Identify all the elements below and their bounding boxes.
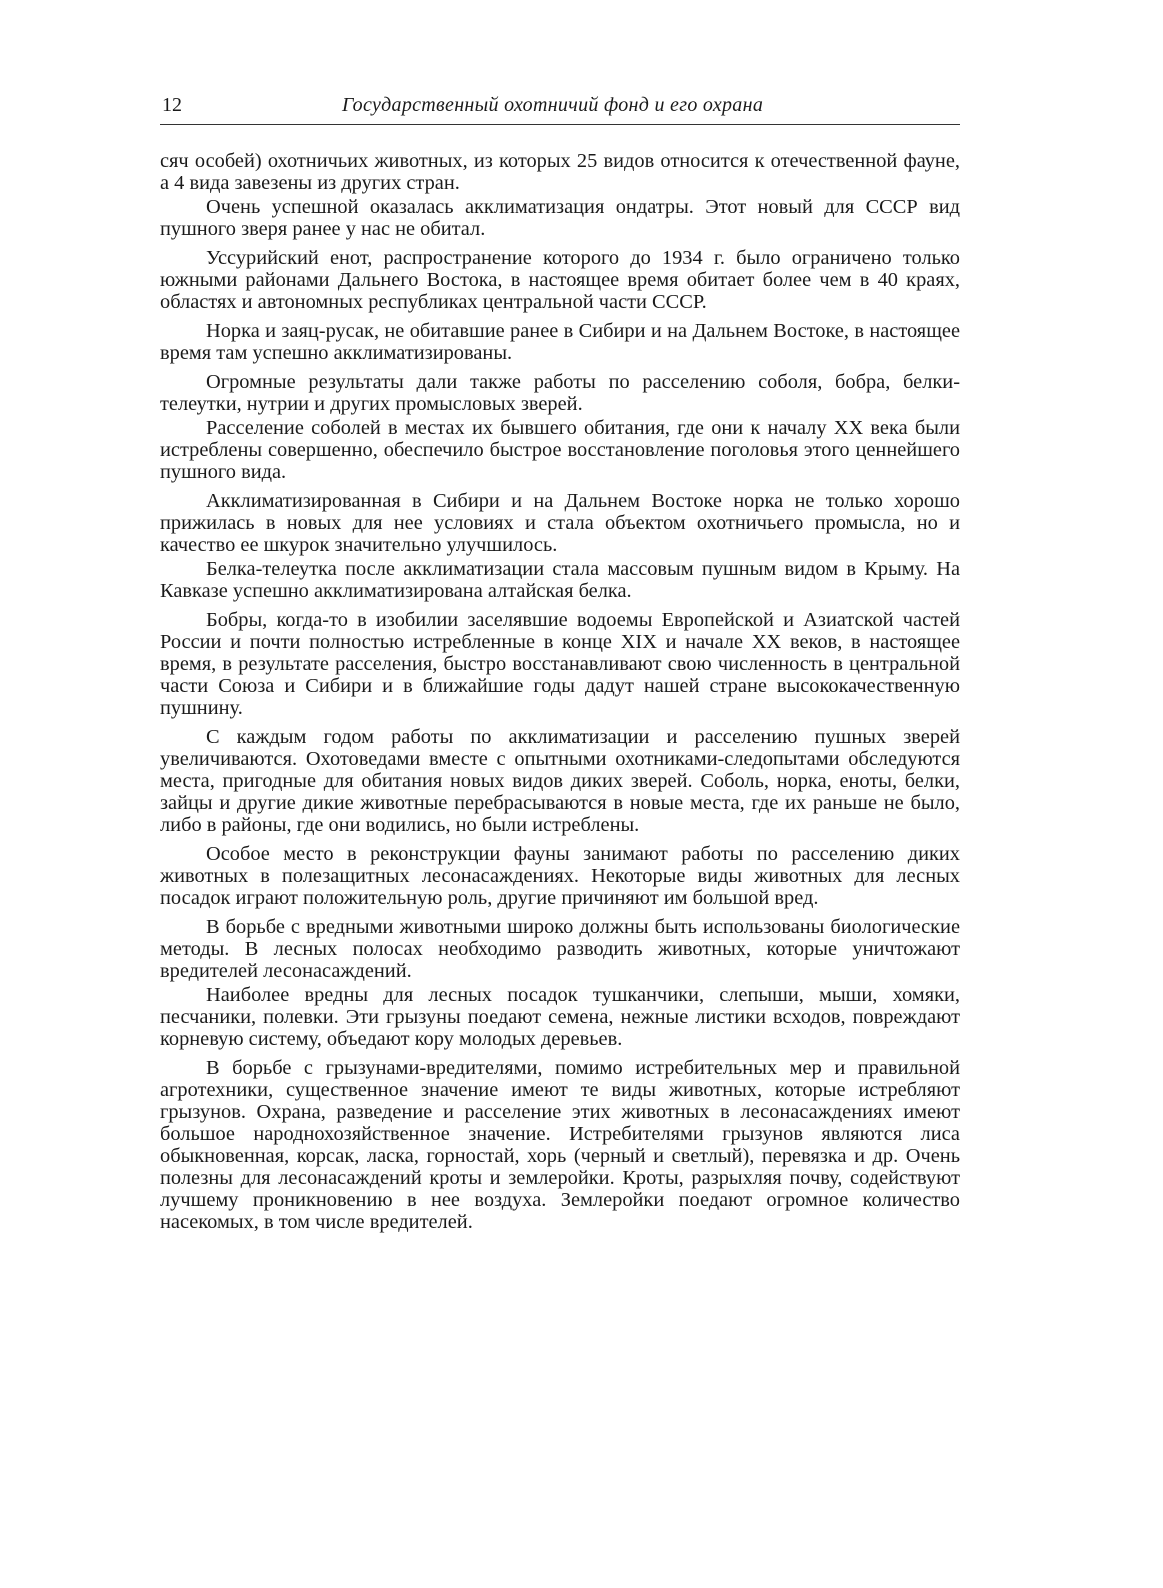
paragraph: Наиболее вредны для лесных посадок тушканчики, слепыши, мыши, хомяки, песчаники, полевки. Эти грызуны поедают семена, нежные листики всходов, повреждают корневую систему, объедают кору молодых деревьев. [160,984,960,1050]
paragraph: сяч особей) охотничьих животных, из которых 25 видов относится к отечественной фауне, а 4 вида завезены из других стран. [160,150,960,194]
running-title: Государственный охотничий фонд и его охрана [342,94,764,116]
paragraph: Очень успешной оказалась акклиматизация ондатры. Этот новый для СССР вид пушного зверя ранее у нас не обитал. [160,196,960,240]
page-header [160,92,960,124]
paragraph: В борьбе с вредными животными широко должны быть использованы биологические методы. В лесных полосах необходимо разводить животных, которые уничтожают вредителей лесонасаждений. [160,916,960,982]
paragraph: Акклиматизированная в Сибири и на Дальнем Востоке норка не только хорошо прижилась в новых для нее условиях и стала объектом охотничьего промысла, но и качество ее шкурок значительно улучшилось. [160,490,960,556]
page-number: 12 [162,94,182,116]
paragraph: Бобры, когда-то в изобилии заселявшие водоемы Европейской и Азиатской частей России и почти полностью истребленные в конце XIX и начале XX веков, в настоящее время, в результате расселения, быстро восстанавливают свою численность в центральной части Союза и Сибири и в ближайшие годы дадут нашей стране высококачественную пушнину. [160,609,960,719]
header-rule [160,124,960,125]
paragraph: Расселение соболей в местах их бывшего обитания, где они к началу XX века были истреблены совершенно, обеспечило быстрое восстановление поголовья этого ценнейшего пушного вида. [160,417,960,483]
paragraph: Огромные результаты дали также работы по расселению соболя, бобра, белки-телеутки, нутрии и других промысловых зверей. [160,371,960,415]
paragraph: Норка и заяц-русак, не обитавшие ранее в Сибири и на Дальнем Востоке, в настоящее время там успешно акклиматизированы. [160,320,960,364]
paragraph: Особое место в реконструкции фауны занимают работы по расселению диких животных в полезащитных лесонасаждениях. Некоторые виды животных для лесных посадок играют положительную роль, другие причиняют им большой вред. [160,843,960,909]
paragraph: Уссурийский енот, распространение которого до 1934 г. было ограничено только южными районами Дальнего Востока, в настоящее время обитает более чем в 40 краях, областях и автономных республиках центральной части СССР. [160,247,960,313]
paragraph: В борьбе с грызунами-вредителями, помимо истребительных мер и правильной агротехники, существенное значение имеют те виды животных, которые истребляют грызунов. Охрана, разведение и расселение этих животных в лесонасаждениях имеют большое народнохозяйственное значение. Истребителями грызунов являются лиса обыкновенная, корсак, ласка, горностай, хорь (черный и светлый), перевязка и др. Очень полезны для лесонасаждений кроты и землеройки. Кроты, разрыхляя почву, содействуют лучшему проникновению в нее воздуха. Землеройки поедают огромное количество насекомых, в том числе вредителей. [160,1057,960,1233]
body-text [160,150,960,1240]
paragraph: С каждым годом работы по акклиматизации и расселению пушных зверей увеличиваются. Охотоведами вместе с опытными охотниками-следопытами обследуются места, пригодные для обитания новых видов диких зверей. Соболь, норка, еноты, белки, зайцы и другие дикие животные перебрасываются в новые места, где их раньше не было, либо в районы, где они водились, но были истреблены. [160,726,960,836]
paragraph: Белка-телеутка после акклиматизации стала массовым пушным видом в Крыму. На Кавказе успешно акклиматизирована алтайская белка. [160,558,960,602]
